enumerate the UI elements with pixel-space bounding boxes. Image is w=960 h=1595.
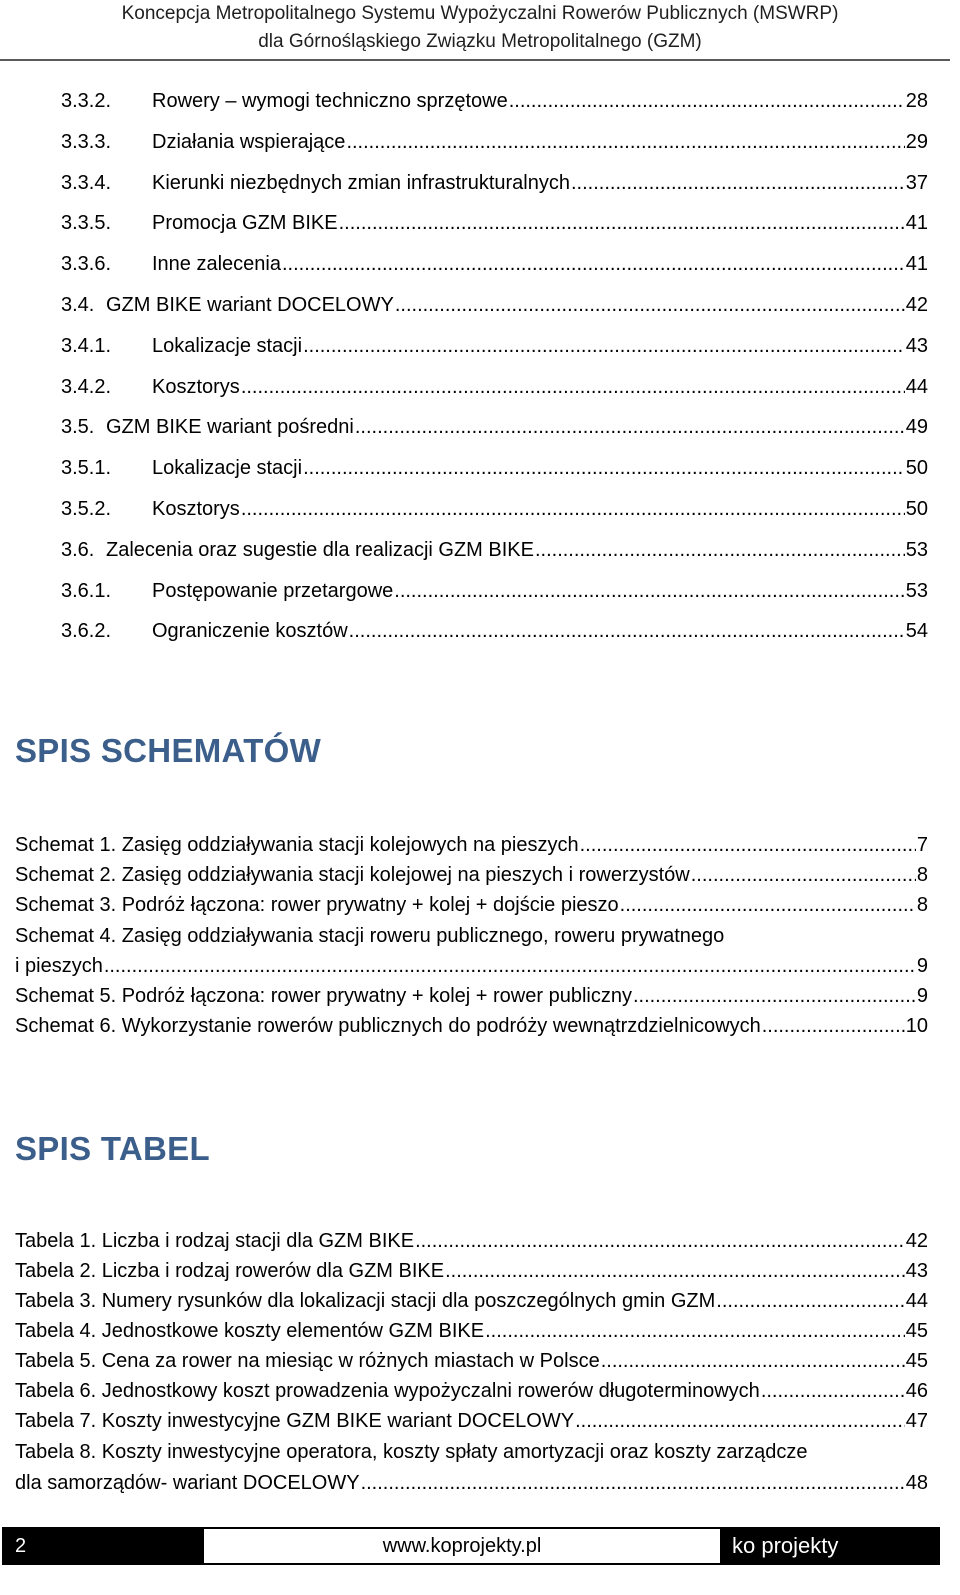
- tabele-entry-page: 46: [905, 1380, 928, 1402]
- toc-entry-number: 3.3.4.: [61, 171, 112, 194]
- toc-entry-number: 3.5.: [61, 416, 95, 439]
- toc-leader-dots: [355, 415, 905, 439]
- toc-leader-dots: [241, 497, 905, 521]
- toc-entry[interactable]: [61, 130, 928, 154]
- schematy-leader-dots: [691, 863, 916, 887]
- toc-entry-title: Kosztorys: [152, 375, 240, 398]
- footer-brand: ko projekty: [720, 1527, 940, 1565]
- toc-entry-page: 29: [905, 130, 928, 153]
- footer-page-number: 2: [2, 1527, 204, 1565]
- toc-leader-dots: [339, 211, 905, 235]
- tabele-entry-page: 44: [905, 1290, 928, 1312]
- toc-entry-page: 42: [905, 294, 928, 316]
- toc-entry-title: Lokalizacje stacji: [152, 334, 303, 357]
- schematy-entry[interactable]: [15, 954, 928, 978]
- schematy-entry-text: Schemat 3. Podróż łączona: rower prywatny + kolej + dojście pieszo: [15, 894, 619, 916]
- tabele-entry-text: Tabela 7. Koszty inwestycyjne GZM BIKE wariant DOCELOWY: [15, 1410, 575, 1432]
- toc-entry-title: Postępowanie przetargowe: [152, 579, 394, 602]
- header-line-2: dla Górnośląskiego Związku Metropolitalnego (GZM): [258, 31, 702, 52]
- toc-entry-title: Kierunki niezbędnych zmian infrastrukturalnych: [152, 171, 570, 194]
- tabele-leader-dots: [716, 1289, 904, 1313]
- toc-entry-number: 3.6.1.: [61, 579, 112, 602]
- toc-entry-number: 3.3.5.: [61, 212, 112, 235]
- toc-entry[interactable]: [61, 89, 928, 113]
- toc-leader-dots: [535, 538, 905, 562]
- tabele-entry-text: Tabela 2. Liczba i rodzaj rowerów dla GZM BIKE: [15, 1260, 445, 1282]
- toc-entry-number: 3.5.2.: [61, 498, 112, 520]
- toc-entry-number: 3.4.1.: [61, 334, 112, 357]
- tabele-leader-dots: [575, 1409, 905, 1433]
- schematy-entry-text: Schemat 1. Zasięg oddziaływania stacji kolejowych na pieszych: [15, 834, 579, 856]
- tabele-heading: SPIS TABEL: [15, 1130, 210, 1167]
- toc-leader-dots: [571, 171, 905, 195]
- page-header: [0, 0, 960, 60]
- header-rule: [0, 59, 950, 61]
- tabele-entry[interactable]: [15, 1349, 928, 1373]
- tabele-entry-page: 43: [905, 1260, 928, 1282]
- toc-entry[interactable]: [61, 538, 928, 562]
- toc-entry-title: Inne zalecenia: [152, 253, 281, 276]
- toc-entry[interactable]: [61, 293, 928, 317]
- toc-entry[interactable]: [61, 211, 928, 235]
- tabele-entry-text: dla samorządów- wariant DOCELOWY: [15, 1472, 360, 1494]
- tabele-entry[interactable]: [15, 1379, 928, 1403]
- toc-entry[interactable]: [61, 415, 928, 439]
- tabele-entry-text: Tabela 3. Numery rysunków dla lokalizacji stacji dla poszczególnych gmin GZM: [15, 1290, 716, 1312]
- tabele-entry-text: Tabela 1. Liczba i rodzaj stacji dla GZM BIKE: [15, 1230, 415, 1252]
- schematy-leader-dots: [620, 893, 916, 917]
- toc-entry-number: 3.5.1.: [61, 457, 112, 480]
- tabele-entry-line1[interactable]: Tabela 8. Koszty inwestycyjne operatora, koszty spłaty amortyzacji oraz koszty zarządcze: [15, 1441, 808, 1463]
- toc-entry[interactable]: [61, 497, 928, 521]
- tabele-entry-text: Tabela 4. Jednostkowe koszty elementów GZM BIKE: [15, 1320, 485, 1342]
- schematy-entry-page: 8: [916, 864, 928, 886]
- tabele-leader-dots: [485, 1319, 905, 1343]
- schematy-leader-dots: [762, 1014, 905, 1038]
- schematy-entry-text: Schemat 6. Wykorzystanie rowerów publicznych do podróży wewnątrzdzielnicowych: [15, 1015, 761, 1037]
- schematy-entry-page: 8: [916, 894, 928, 916]
- toc-entry-page: 50: [905, 498, 928, 520]
- toc-leader-dots: [395, 293, 905, 317]
- tabele-entry[interactable]: [15, 1471, 928, 1495]
- toc-entry-title: Ograniczenie kosztów: [152, 620, 348, 643]
- toc-entry-number: 3.3.3.: [61, 130, 112, 153]
- tabele-leader-dots: [601, 1349, 905, 1373]
- tabele-entry-page: 42: [905, 1230, 928, 1252]
- schematy-heading: SPIS SCHEMATÓW: [15, 732, 322, 769]
- toc-entry-number: 3.4.2.: [61, 375, 112, 398]
- toc-entry[interactable]: [61, 375, 928, 399]
- schematy-leader-dots: [633, 984, 916, 1008]
- toc-entry-title: Zalecenia oraz sugestie dla realizacji GZM BIKE: [106, 538, 534, 561]
- toc-entry-number: 3.6.2.: [61, 620, 112, 643]
- toc-entry-page: 53: [905, 579, 928, 602]
- tabele-entry[interactable]: [15, 1229, 928, 1253]
- toc-entry-page: 53: [905, 538, 928, 561]
- schematy-entry[interactable]: [15, 984, 928, 1008]
- schematy-entry-line1[interactable]: Schemat 4. Zasięg oddziaływania stacji roweru publicznego, roweru prywatnego: [15, 925, 725, 947]
- toc-leader-dots: [282, 252, 905, 276]
- schematy-entry[interactable]: [15, 893, 928, 917]
- toc-entry-title: Działania wspierające: [152, 130, 346, 153]
- schematy-entry-page: 10: [905, 1015, 928, 1037]
- tabele-leader-dots: [445, 1259, 905, 1283]
- toc-entry-number: 3.3.2.: [61, 90, 112, 112]
- schematy-entry-text: Schemat 5. Podróż łączona: rower prywatny + kolej + rower publiczny: [15, 985, 632, 1007]
- toc-entry-title: Rowery – wymogi techniczno sprzętowe: [152, 90, 508, 112]
- schematy-entry[interactable]: [15, 863, 928, 887]
- schematy-entry-page: 7: [916, 834, 928, 856]
- toc-entry[interactable]: [61, 619, 928, 643]
- toc-entry-number: 3.6.: [61, 538, 95, 561]
- header-line-1: Koncepcja Metropolitalnego Systemu Wypożyczalni Rowerów Publicznych (MSWRP): [121, 3, 839, 24]
- footer-url-link[interactable]: www.koprojekty.pl: [204, 1527, 720, 1565]
- toc-entry[interactable]: [61, 252, 928, 276]
- toc-entry-page: 54: [905, 620, 928, 643]
- tabele-entry-page: 47: [905, 1410, 928, 1432]
- tabele-leader-dots: [415, 1229, 905, 1253]
- toc-entry-title: GZM BIKE wariant pośredni: [106, 416, 354, 439]
- schematy-leader-dots: [580, 833, 916, 857]
- toc-entry-title: Kosztorys: [152, 498, 240, 520]
- toc-leader-dots: [303, 456, 905, 480]
- toc-leader-dots: [303, 334, 905, 358]
- toc-entry-page: 43: [905, 334, 928, 357]
- toc-entry-page: 28: [905, 90, 928, 112]
- toc-entry-page: 50: [905, 457, 928, 480]
- toc-entry-title: GZM BIKE wariant DOCELOWY: [106, 294, 394, 316]
- tabele-entry-text: Tabela 6. Jednostkowy koszt prowadzenia wypożyczalni rowerów długoterminowych: [15, 1380, 760, 1402]
- toc-entry-title: Lokalizacje stacji: [152, 457, 303, 480]
- schematy-entry[interactable]: [15, 1014, 928, 1038]
- toc-entry-page: 44: [905, 375, 928, 398]
- toc-leader-dots: [349, 619, 905, 643]
- tabele-entry-page: 45: [905, 1350, 928, 1372]
- toc-entry[interactable]: [61, 456, 928, 480]
- page-footer: [2, 1527, 940, 1565]
- tabele-leader-dots: [761, 1379, 905, 1403]
- toc-entry[interactable]: [61, 171, 928, 195]
- tabele-entry-page: 45: [905, 1320, 928, 1342]
- toc-entry-page: 41: [905, 212, 928, 235]
- tabele-leader-dots: [361, 1471, 905, 1495]
- toc-entry-page: 37: [905, 171, 928, 194]
- toc-entry-page: 41: [905, 253, 928, 276]
- tabele-entry-text: Tabela 5. Cena za rower na miesiąc w różnych miastach w Polsce: [15, 1350, 600, 1372]
- toc-entry[interactable]: [61, 579, 928, 603]
- toc-entry-title: Promocja GZM BIKE: [152, 212, 338, 235]
- schematy-entry-page: 9: [916, 955, 928, 977]
- toc-entry-page: 49: [905, 416, 928, 439]
- toc-entry-number: 3.4.: [61, 294, 95, 316]
- toc-leader-dots: [509, 89, 905, 113]
- toc-leader-dots: [241, 375, 905, 399]
- tabele-entry-page: 48: [905, 1472, 928, 1494]
- toc-leader-dots: [394, 579, 904, 603]
- tabele-entry[interactable]: [15, 1259, 928, 1283]
- toc-entry-number: 3.3.6.: [61, 253, 112, 276]
- schematy-entry[interactable]: [15, 833, 928, 857]
- schematy-entry-text: i pieszych: [15, 955, 103, 977]
- tabele-entry[interactable]: [15, 1289, 928, 1313]
- tabele-entry[interactable]: [15, 1319, 928, 1343]
- tabele-entry[interactable]: [15, 1409, 928, 1433]
- schematy-entry-page: 9: [916, 985, 928, 1007]
- schematy-entry-text: Schemat 2. Zasięg oddziaływania stacji kolejowej na pieszych i rowerzystów: [15, 864, 690, 886]
- toc-leader-dots: [346, 130, 904, 154]
- schematy-leader-dots: [104, 954, 916, 978]
- toc-entry[interactable]: [61, 334, 928, 358]
